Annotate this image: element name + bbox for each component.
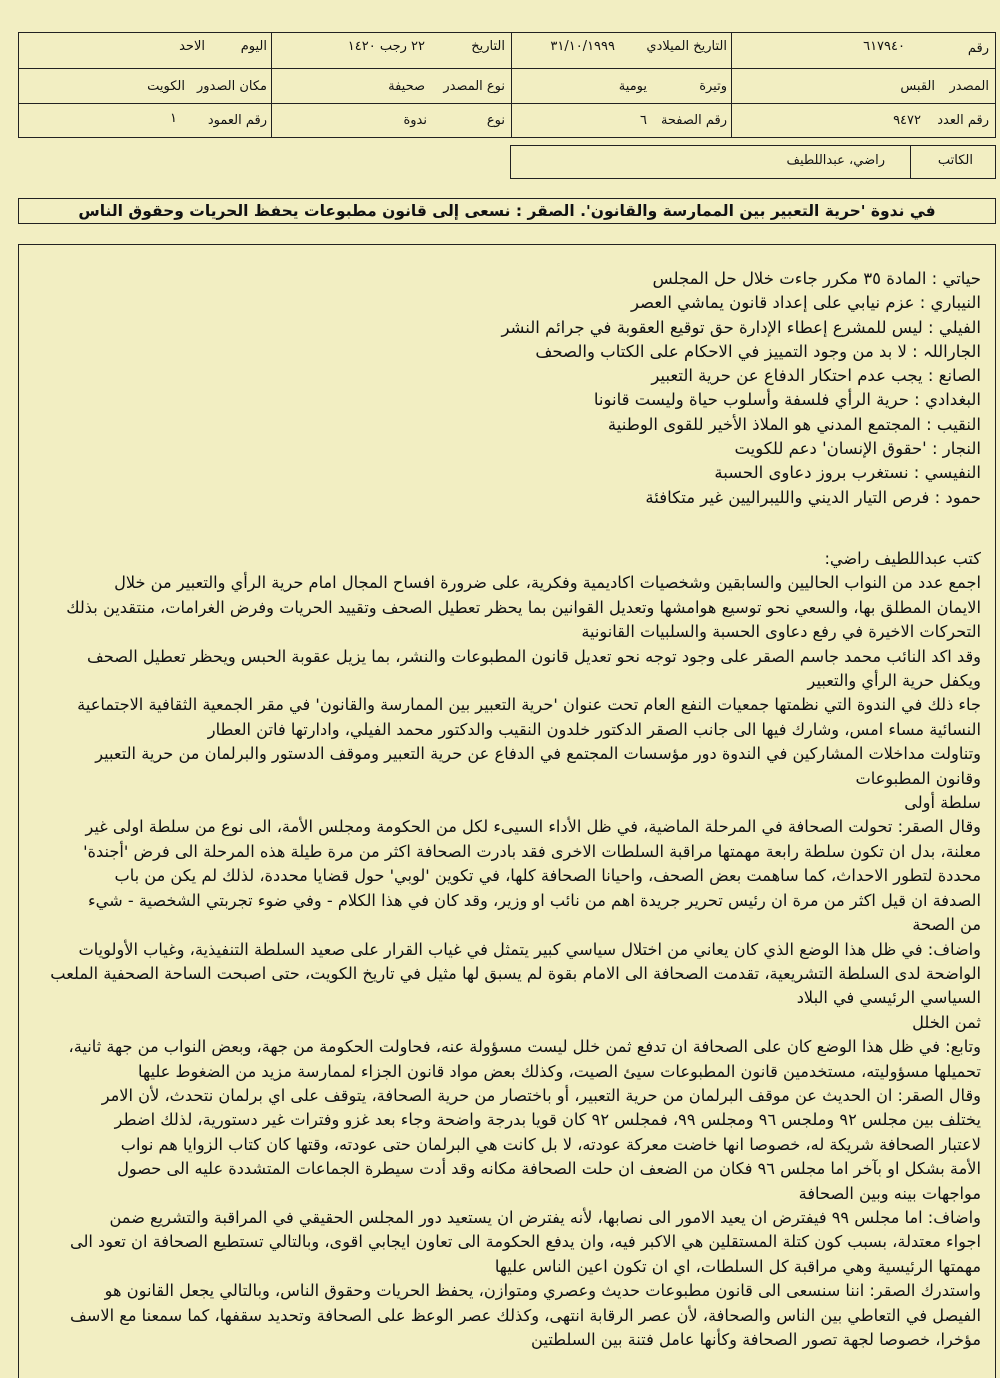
article-line: محددة لتطور الاحداث، كما ساهمت بعض الصحف، واحيانا الصحافة كلها، في تكوين 'لوبي' حول قضايا محددة، لذلك لم يكن من باب <box>114 866 981 886</box>
frequency-value: يومية <box>618 79 647 94</box>
article-line: كتب عبداللطيف راضي: <box>824 549 981 568</box>
subtitle-line: البغدادي : حرية الرأي فلسفة وأسلوب حياة وليست قانونا <box>593 390 981 410</box>
article-line: وقال الصقر: ان الحديث عن موقف البرلمان من حرية التعبير، أو باختصار من حرية الصحافة، يتوقف على اي برلمان نتحدث، لأن الامر <box>101 1085 981 1105</box>
article-line: جاء ذلك في الندوة التي نظمتها جمعيات النفع العام تحت عنوان 'حرية التعبير بين الممارسة والقانون' في مقر الجمعية الثقافية الاجتماعية <box>77 695 981 715</box>
divider <box>511 33 512 137</box>
article-line: اجمع عدد من النواب الحاليين والسابقين وشخصيات اكاديمية وفكرية، على ضرورة افساح المجال امام حرية الرأي والتعبير من خلال <box>114 573 981 593</box>
number-value: ٦١٧٩٤٠ <box>863 39 905 54</box>
day-value: الاحد <box>179 39 205 54</box>
article-line: مواجهات بينه وبين الصحافة <box>798 1183 981 1203</box>
author-name: راضي، عبداللطيف <box>786 153 885 168</box>
subtitle-line: حياتي : المادة ٣٥ مكرر جاءت خلال حل المجلس <box>652 269 981 288</box>
day-label: اليوم <box>240 39 267 54</box>
article-line: ويكفل حرية الرأي والتعبير <box>807 671 981 691</box>
subtitle-line: النفيسي : نستغرب بروز دعاوى الحسبة <box>714 463 981 483</box>
date-value: ٢٢ رجب ١٤٢٠ <box>347 39 425 54</box>
subtitle-line: الصانع : يجب عدم احتكار الدفاع عن حرية التعبير <box>651 366 981 386</box>
subtitle-line: الفيلي : ليس للمشرع إعطاء الإدارة حق توقيع العقوبة في جرائم النشر <box>501 317 981 337</box>
number-label: رقم <box>967 41 989 56</box>
issue-label: رقم العدد <box>937 113 989 128</box>
divider <box>19 103 995 104</box>
source-type-label: نوع المصدر <box>443 79 505 94</box>
article-line: اجواء معتدلة، بسبب كون كتلة المستقلين هي الاكبر فيه، وان يدفع الحكومة الى تعاون ايجابي اقوى، وبالتالي تستطيع الصحافة ان تعود الى <box>69 1232 981 1252</box>
article-line: وقال الصقر: تحولت الصحافة في المرحلة الماضية، في ظل الأداء السيىء لكل من الحكومة ومجلس الأمة، الى نوع من سلطة اولى غير <box>85 817 981 837</box>
type-value: ندوة <box>403 113 427 128</box>
place-label: مكان الصدور <box>196 79 267 94</box>
article-line: التحركات الاخيرة في رفع دعاوى الحسبة والسلبيات القانونية <box>581 622 981 642</box>
place-value: الكويت <box>147 79 185 94</box>
greg-date-value: ٣١/١٠/١٩٩٩ <box>550 39 615 54</box>
article-line: يختلف بين مجلس ٩٢ وملجس ٩٦ ومجلس ٩٩، فمجلس ٩٢ كان قويا بدرجة واضحة وجاء بعد غزو وفترات غير دستورية، لذلك اضطر <box>114 1110 981 1130</box>
frequency-label: وتيرة <box>699 79 727 94</box>
article-line: واستدرك الصقر: اننا سنسعى الى قانون مطبوعات حديث وعصري ومتوازن، يحفظ الحريات وحقوق الناس، وبالتالي يجعل القانون هو <box>104 1281 981 1301</box>
article-line: النسائية مساء امس، وشارك فيها الى جانب الصقر الدكتور خلدون النقيب والدكتور محمد الفيلي، وادارتها فاتن العطار <box>207 719 981 739</box>
article-line: الفيصل في التعاطي بين الناس والصحافة، لأن عصر الرقابة انتهى، وكذلك عصر الوعظ على الصحافة وتحديد سقفها، كما سمعنا مع الاسف <box>70 1305 981 1325</box>
subtitle-line: النجار : 'حقوق الإنسان' دعم للكويت <box>734 439 981 459</box>
divider <box>910 146 911 178</box>
article-text <box>27 547 981 1352</box>
date-label: التاريخ <box>471 39 505 54</box>
subtitle-list <box>31 267 981 510</box>
divider <box>271 33 272 137</box>
column-value: ١ <box>170 111 177 126</box>
author-label: الكاتب <box>937 153 973 168</box>
column-label: رقم العمود <box>207 113 267 128</box>
divider <box>19 68 995 69</box>
article-line: ثمن الخلل <box>912 1012 981 1032</box>
subtitle-line: النقيب : المجتمع المدني هو الملاذ الأخير للقوى الوطنية <box>607 414 981 434</box>
source-type-value: صحيفة <box>388 79 425 94</box>
article-line: الواضحة لدى السلطة التشريعية، تقدمت الصحافة الى الامام بقوة لم يسبق لها مثيل في تاريخ الكويت، حتى اصبحت الساحة الصحفية الملعب <box>50 963 981 983</box>
subtitle-line: الجاراللہ : لا بد من وجود التمييز في الاحكام على الكتاب والصحف <box>535 341 981 361</box>
issue-value: ٩٤٧٢ <box>893 113 921 128</box>
article-line: وقانون المطبوعات <box>855 768 981 788</box>
source-label: المصدر <box>949 79 989 94</box>
article-line: من الصحة <box>912 915 981 935</box>
headline: في ندوة 'حرية التعبير بين الممارسة والقانون'. الصقر : نسعى إلى قانون مطبوعات يحفظ الحريات وحقوق الناس <box>18 198 996 224</box>
article-line: الايمان المطلق بها، والسعي نحو توسيع هوامشها وتعديل القوانين بما يحظر تعطيل الصحف وتقييد الحريات وفرض الغرامات، منتقدين بذلك <box>66 597 981 617</box>
article-line: وقد اكد النائب محمد جاسم الصقر على وجود توجه نحو تعديل قانون المطبوعات والنشر، بما يزيل عقوبة الحبس ويحظر تعطيل الصحف <box>87 646 981 666</box>
article-line: مهمتها الرئيسية وهي مراقبة كل السلطات، اي ان تكون اعين الناس عليها <box>494 1256 981 1276</box>
subtitle-line: النيباري : عزم نيابي على إعداد قانون يماشي العصر <box>630 293 981 313</box>
article-line: لاعتبار الصحافة شريكة له، خصوصا انها خاضت معركة عودته، لا بل كانت هي البرلمان حتى عودته، وقتها كان كتاب الزوايا هم نواب <box>120 1134 981 1154</box>
divider <box>731 33 732 137</box>
article-line: وتناولت مداخلات المشاركين في الندوة دور مؤسسات المجتمع في الدفاع عن حرية التعبير وموقف الدستور والبرلمان من حرية التعبير <box>95 744 981 764</box>
article-line: الأمة بشكل او بآخر اما مجلس ٩٦ فكان من الضعف ان حلت الصحافة مكانه وقد أدت سيطرة الجماعات المتشددة عليه الى حصول <box>117 1159 981 1179</box>
article-line: السياسي الرئيسي في البلاد <box>796 988 981 1008</box>
article-line: واضاف: في ظل هذا الوضع الذي كان يعاني من اختلال سياسي كبير يتمثل في غياب القرار على صعيد السلطة التنفيذية، وغياب الأولويات <box>78 939 981 959</box>
page-label: رقم الصفحة <box>660 113 727 128</box>
article-line: واضاف: اما مجلس ٩٩ فيفترض ان يعيد الامور الى نصابها، لأنه يفترض ان يستعيد دور المجلس الحقيقي في المراقبة والتشريع ضمن <box>109 1207 981 1227</box>
article-line: معلنة، بدل ان تكون سلطة رابعة مهمتها مراقبة السلطات الاخرى فقد بادرت الصحافة اكثر من مرة طيلة هذه المرحلة الى فرض 'أجندة' <box>83 841 981 861</box>
greg-date-label: التاريخ الميلادي <box>646 39 727 54</box>
author-box <box>510 145 996 179</box>
source-value: القبس <box>900 79 935 94</box>
article-line: الصدفة ان قيل اكثر من مرة ان رئيس تحرير جريدة اهم من نائب او وزير، وقد كان في هذا الكلام - وفي ضوء تجربتي الشخصية - شيء <box>88 890 981 910</box>
type-label: نوع <box>486 113 505 128</box>
page-value: ٦ <box>640 113 647 128</box>
article-body <box>18 244 996 1378</box>
article-line: مؤخرا، خصوصا لجهة تصور الصحافة وكأنها عامل فتنة بين السلطتين <box>531 1330 981 1349</box>
article-line: تحميلها مسؤوليته، مستخدمين قانون المطبوعات سيئ الصيت، وكذلك بعض مواد قانون الجزاء لممارسة مزيد من الضغوط عليها <box>138 1061 981 1081</box>
subtitle-line: حمود : فرص التيار الديني والليبراليين غير متكافئة <box>645 487 981 507</box>
article-line: وتابع: في ظل هذا الوضع كان على الصحافة ان تدفع ثمن خلل ليست مسؤولة عنه، فحاولت الحكومة من جهة، وبعض النواب من جهة ثانية، <box>68 1037 981 1057</box>
metadata-table <box>18 32 996 138</box>
article-line: سلطة أولى <box>904 793 981 813</box>
